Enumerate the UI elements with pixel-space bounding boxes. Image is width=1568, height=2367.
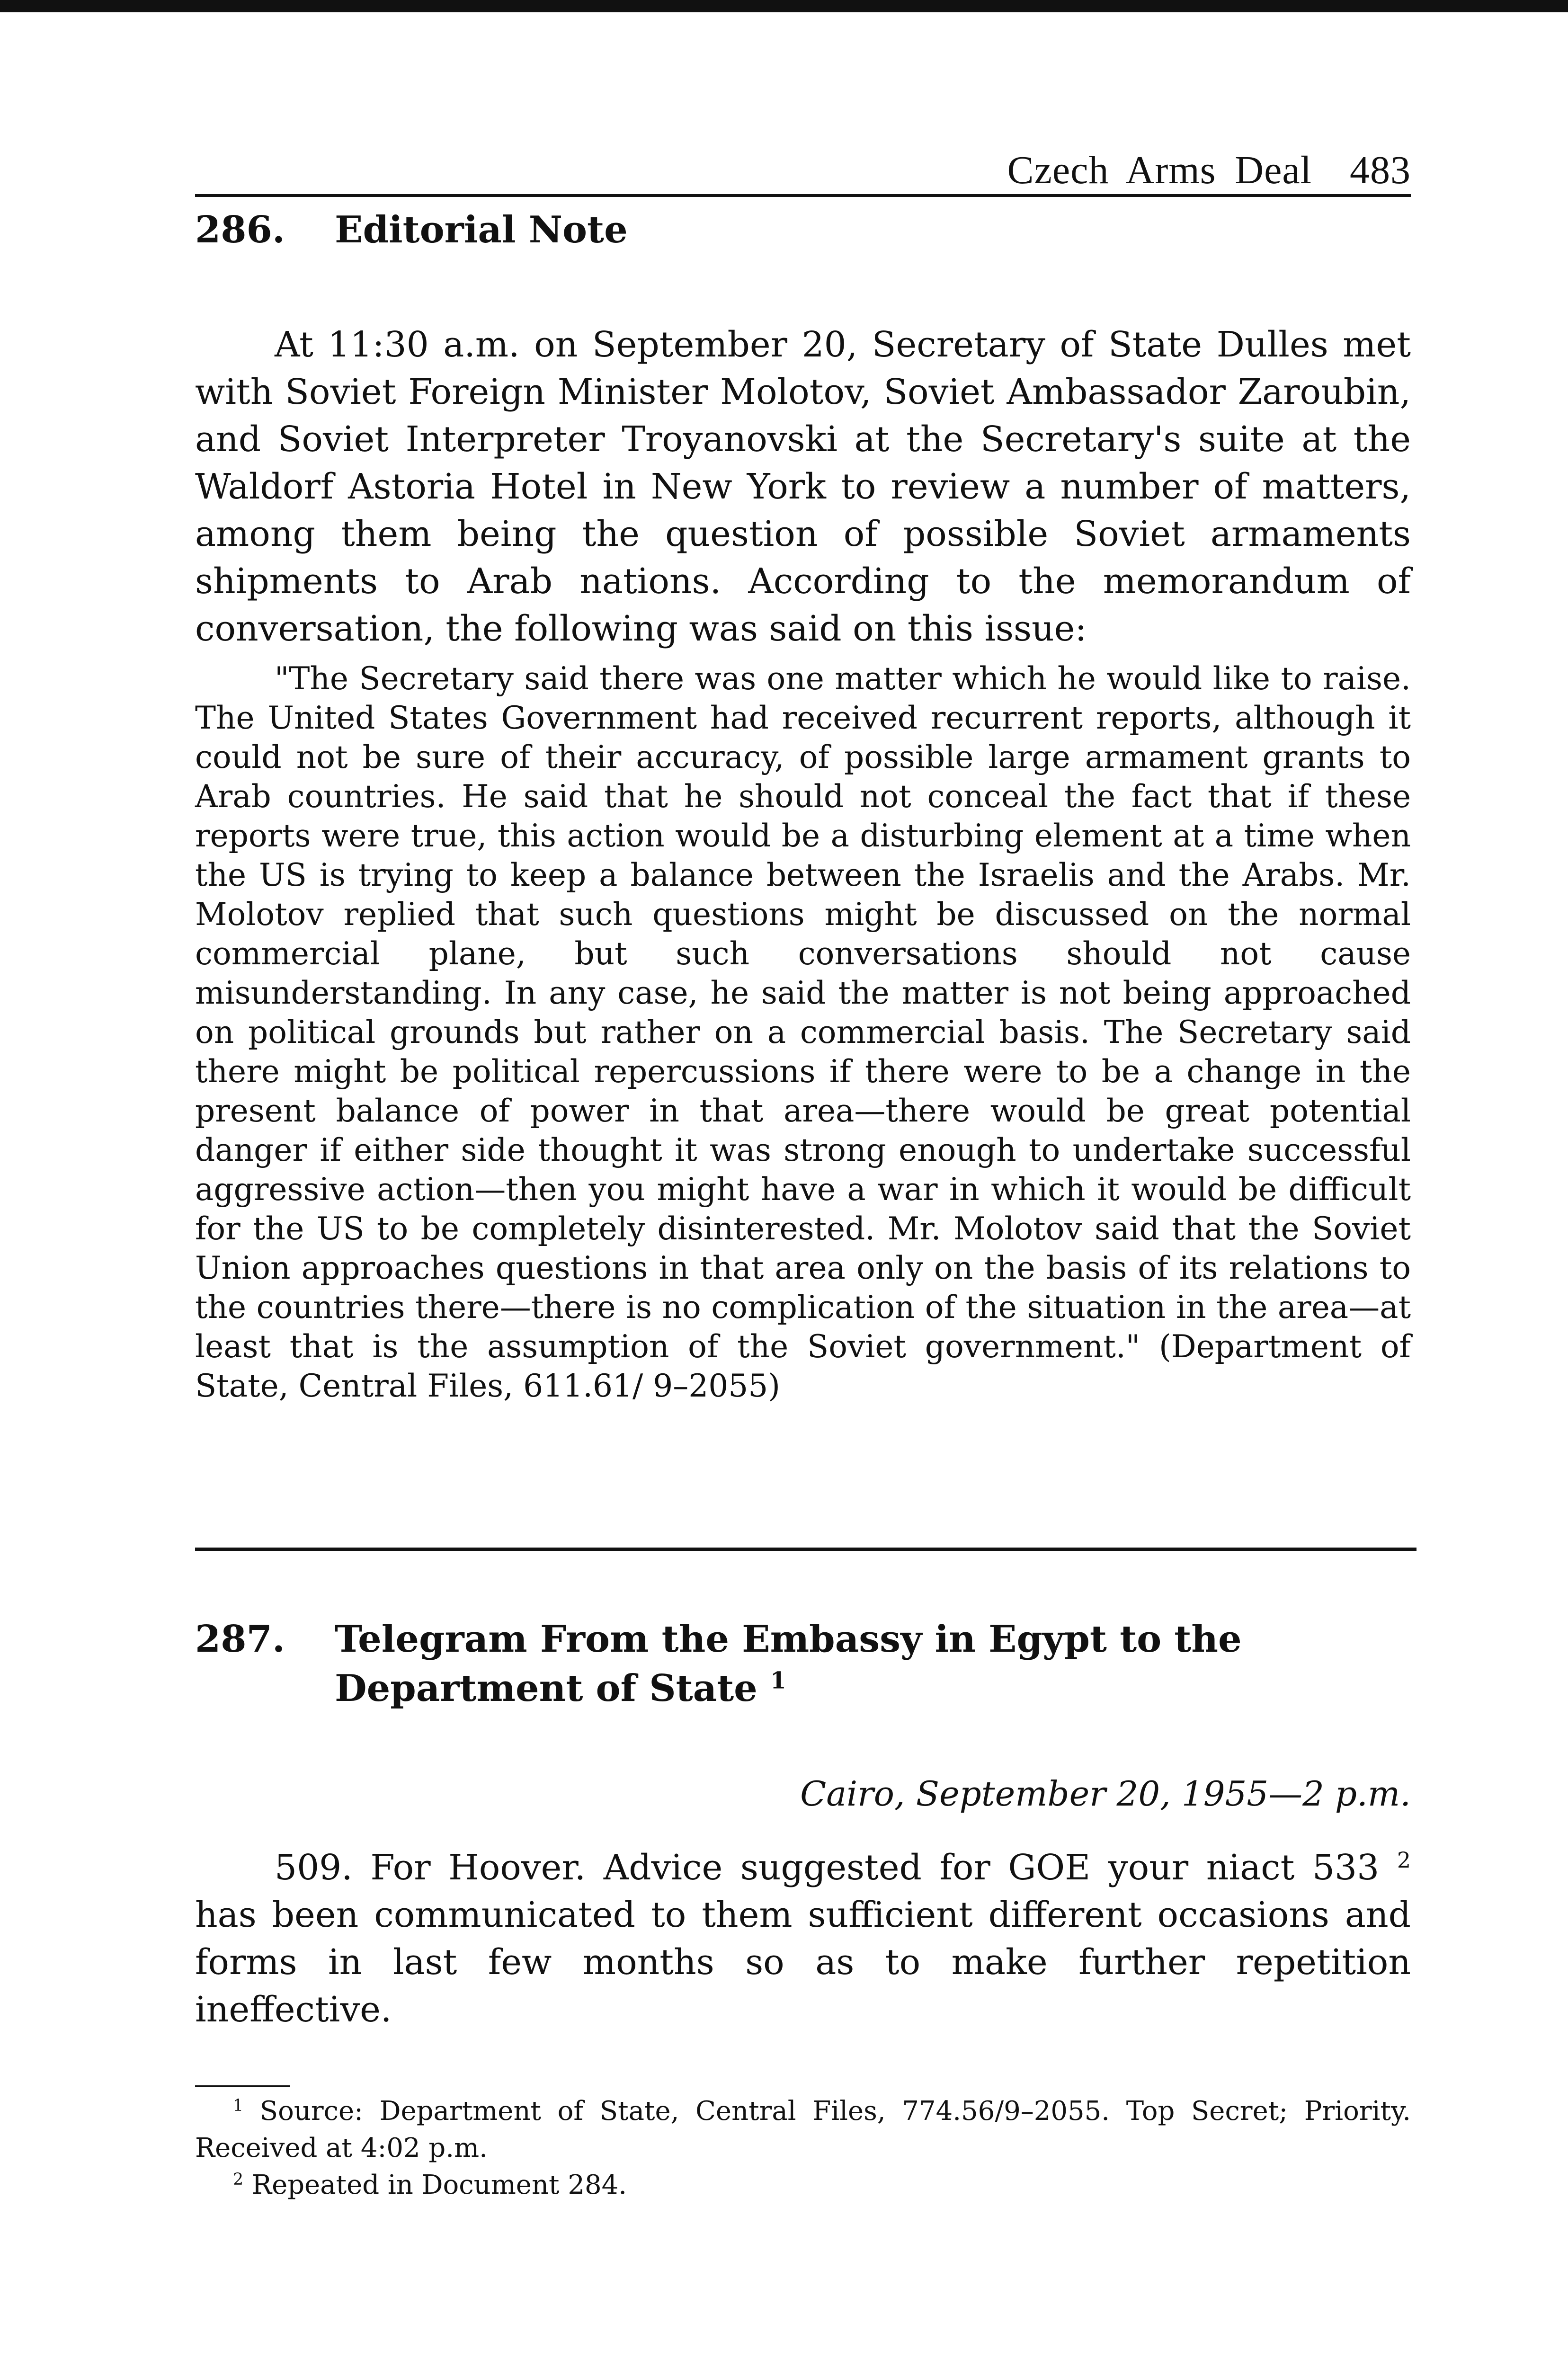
page-number: 483: [1350, 148, 1411, 192]
document-287-body-part2: has been communicated to them sufficient different occasions and forms in last few months so as to make further repetition ineffective.: [195, 1895, 1411, 2030]
document-287-title-block: [335, 1615, 1411, 1713]
footnote-ref-2: 2: [1397, 1847, 1411, 1873]
footnote-1-marker: 1: [233, 2096, 244, 2115]
document-287-title: Telegram From the Embassy in Egypt to the Department of State: [335, 1618, 1242, 1710]
document-286-title: Editorial Note: [335, 208, 628, 251]
document-286-number: 286.: [195, 208, 285, 251]
document-286-intro: At 11:30 a.m. on September 20, Secretary of State Dulles met with Soviet Foreign Minister Molotov, Soviet Ambassador Zaroubin, and Soviet Interpreter Troyanovski at the Secretary's suite at the Waldorf Astoria Hotel in New York to review a number of matters, among them being the question of possible Soviet armaments shipments to Arab nations. According to the memorandum of conversation, the following was said on this issue:: [195, 324, 1411, 649]
running-head-title: Czech Arms Deal: [1007, 148, 1312, 192]
footnote-ref-1: 1: [770, 1667, 786, 1694]
running-title: [1007, 147, 1411, 193]
document-286-quote: "The Secretary said there was one matter which he would like to raise. The United States Government had received recurrent reports, although it could not be sure of their accuracy, of possible large armament grants to Arab countries. He said that he should not conceal the fact that if these reports were true, this action would be a disturbing element at a time when the US is trying to keep a balance between the Israelis and the Arabs. Mr. Molotov replied that such questions might be discussed on the normal commercial plane, but such conversations should not cause misunderstanding. In any case, he said the matter is not being approached on political grounds but rather on a commercial basis. The Secretary said there might be political repercussions if there were to be a change in the present balance of power in that area—there would be great potential danger if either side thought it was strong enough to undertake successful aggressive action—then you might have a war in which it would be difficult for the US to be completely disinterested. Mr. Molotov said that the Soviet Union approaches questions in that area only on the basis of its relations to the countries there—there is no complication of the situation in the area—at least that is the assumption of the Soviet government." (Department of State, Central Files, 611.61/ 9–2055): [195, 660, 1411, 1404]
document-page: [195, 142, 1411, 2204]
section-divider: [195, 1548, 1417, 1551]
footnote-2-marker: 2: [233, 2170, 244, 2189]
footnote-1-text: Source: Department of State, Central Files, 774.56/9–2055. Top Secret; Priority. Received at 4:02 p.m.: [195, 2096, 1411, 2163]
scan-top-border: [0, 0, 1568, 12]
document-287-body: [195, 1844, 1411, 2033]
document-286-heading: [195, 205, 1411, 255]
footnote-2: [195, 2167, 1411, 2204]
footnote-1: [195, 2093, 1411, 2167]
document-287-number: 287.: [195, 1618, 285, 1661]
document-287-body-part1: 509. For Hoover. Advice suggested for GOE your niact 533: [275, 1847, 1380, 1888]
footnote-2-text: Repeated in Document 284.: [251, 2170, 627, 2200]
document-287-dateline: Cairo, September 20, 1955—2 p.m.: [800, 1774, 1411, 1814]
document-287-heading: [195, 1615, 1411, 1713]
running-head: [195, 142, 1411, 197]
